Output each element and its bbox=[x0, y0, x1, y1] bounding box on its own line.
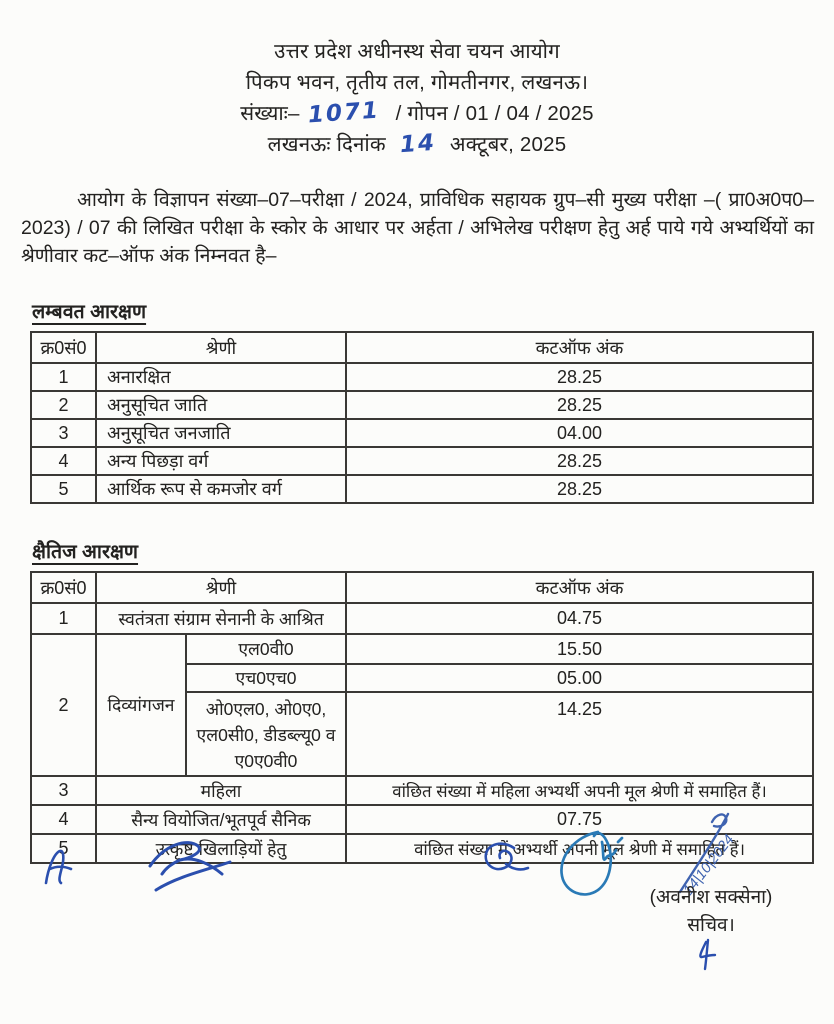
ref-label: संख्याः– bbox=[240, 102, 300, 125]
cell-sn: 3 bbox=[31, 776, 96, 805]
vertical-reservation-section bbox=[0, 270, 834, 504]
table-row bbox=[31, 391, 813, 419]
table-row bbox=[31, 603, 813, 634]
cell-category: सैन्य वियोजित/भूतपूर्व सैनिक bbox=[96, 805, 346, 834]
signature-1 bbox=[38, 845, 78, 889]
letterhead bbox=[0, 0, 834, 160]
place-date-label: लखनऊः दिनांक bbox=[267, 133, 386, 156]
signatory-block bbox=[635, 884, 787, 940]
table-row bbox=[31, 634, 813, 664]
header-cutoff: कटऑफ अंक bbox=[346, 332, 813, 363]
handwritten-ref-number: 1071 bbox=[306, 97, 381, 129]
table-row bbox=[31, 363, 813, 391]
header-category: श्रेणी bbox=[96, 332, 346, 363]
cell-category: अनारक्षित bbox=[96, 363, 346, 391]
table-row bbox=[31, 447, 813, 475]
ref-rest: / गोपन / 01 / 04 / 2025 bbox=[395, 102, 594, 125]
cell-sn: 5 bbox=[31, 475, 96, 503]
signatory-title: सचिव। bbox=[687, 915, 735, 936]
cell-subcategory: एच0एच0 bbox=[186, 664, 346, 692]
cell-cutoff: 04.75 bbox=[346, 603, 813, 634]
date-rest: अक्टूबर, 2025 bbox=[449, 133, 567, 156]
header-category: श्रेणी bbox=[96, 572, 346, 603]
cell-category: स्वतंत्रता संग्राम सेनानी के आश्रित bbox=[96, 603, 346, 634]
cell-sn: 4 bbox=[31, 447, 96, 475]
cell-cutoff: 05.00 bbox=[346, 664, 813, 692]
cell-cutoff-note: वांछित संख्या में महिला अभ्यर्थी अपनी मूल श्रेणी में समाहित हैं। bbox=[346, 776, 813, 805]
signature-4 bbox=[550, 826, 630, 904]
cell-sn: 5 bbox=[31, 834, 96, 863]
handwritten-signature-date: 14|10|2024 bbox=[680, 831, 738, 899]
organization-name: उत्तर प्रदेश अधीनस्थ सेवा चयन आयोग bbox=[274, 40, 560, 63]
cell-cutoff: 04.00 bbox=[346, 419, 813, 447]
reference-number-line bbox=[0, 98, 834, 129]
cell-sn: 4 bbox=[31, 805, 96, 834]
cell-category-divyangjan: दिव्यांगजन bbox=[96, 634, 186, 776]
cell-category: उत्कृष्ट खिलाड़ियों हेतु bbox=[96, 834, 346, 863]
cell-cutoff: 15.50 bbox=[346, 634, 813, 664]
organization-address: पिकप भवन, तृतीय तल, गोमतीनगर, लखनऊ। bbox=[245, 71, 589, 94]
table-row bbox=[31, 776, 813, 805]
horizontal-section-title: क्षैतिज आरक्षण bbox=[32, 541, 139, 563]
cell-cutoff-note: वांछित संख्या में अभ्यर्थी अपनी मूल श्रेणी में समाहित हैं। bbox=[346, 834, 813, 863]
header-cutoff: कटऑफ अंक bbox=[346, 572, 813, 603]
cell-sn: 2 bbox=[31, 391, 96, 419]
cell-cutoff: 28.25 bbox=[346, 447, 813, 475]
table-row bbox=[31, 475, 813, 503]
cell-category: आर्थिक रूप से कमजोर वर्ग bbox=[96, 475, 346, 503]
cell-sn: 1 bbox=[31, 603, 96, 634]
signature-6 bbox=[692, 938, 720, 972]
cell-category: अनुसूचित जाति bbox=[96, 391, 346, 419]
table-header-row bbox=[31, 332, 813, 363]
cell-category: अन्य पिछड़ा वर्ग bbox=[96, 447, 346, 475]
signature-3 bbox=[478, 838, 532, 880]
place-date-line bbox=[0, 129, 834, 160]
cell-category: अनुसूचित जनजाति bbox=[96, 419, 346, 447]
handwritten-date: 14 bbox=[398, 129, 437, 159]
signature-2 bbox=[140, 836, 240, 898]
cell-cutoff: 14.25 bbox=[346, 692, 813, 776]
cell-sn: 3 bbox=[31, 419, 96, 447]
cell-subcategory: ओ0एल0, ओ0ए0, एल0सी0, डीडब्ल्यू0 व ए0ए0वी0 bbox=[186, 692, 346, 776]
cell-subcategory: एल0वी0 bbox=[186, 634, 346, 664]
table-row bbox=[31, 419, 813, 447]
cell-sn: 1 bbox=[31, 363, 96, 391]
vertical-reservation-table bbox=[30, 331, 814, 504]
cell-cutoff: 28.25 bbox=[346, 475, 813, 503]
header-sn: क्र0सं0 bbox=[31, 572, 96, 603]
signatory-name: (अवनीश सक्सेना) bbox=[649, 887, 773, 908]
table-header-row bbox=[31, 572, 813, 603]
cell-sn: 2 bbox=[31, 634, 96, 776]
cell-cutoff: 07.75 bbox=[346, 805, 813, 834]
vertical-section-title: लम्बवत आरक्षण bbox=[32, 301, 147, 323]
intro-paragraph: आयोग के विज्ञापन संख्या–07–परीक्षा / 2024, प्राविधिक सहायक ग्रुप–सी मुख्य परीक्षा –( प्रा0अ0प0–2023) / 07 की लिखित परीक्षा के स्कोर के आधार पर अर्हता / अभिलेख परीक्षण हेतु अर्ह पाये गये अभ्यर्थियों का श्रेणीवार कट–ऑफ अंक निम्नवत है– bbox=[21, 189, 814, 267]
header-sn: क्र0सं0 bbox=[31, 332, 96, 363]
cell-category: महिला bbox=[96, 776, 346, 805]
cell-cutoff: 28.25 bbox=[346, 391, 813, 419]
cell-cutoff: 28.25 bbox=[346, 363, 813, 391]
